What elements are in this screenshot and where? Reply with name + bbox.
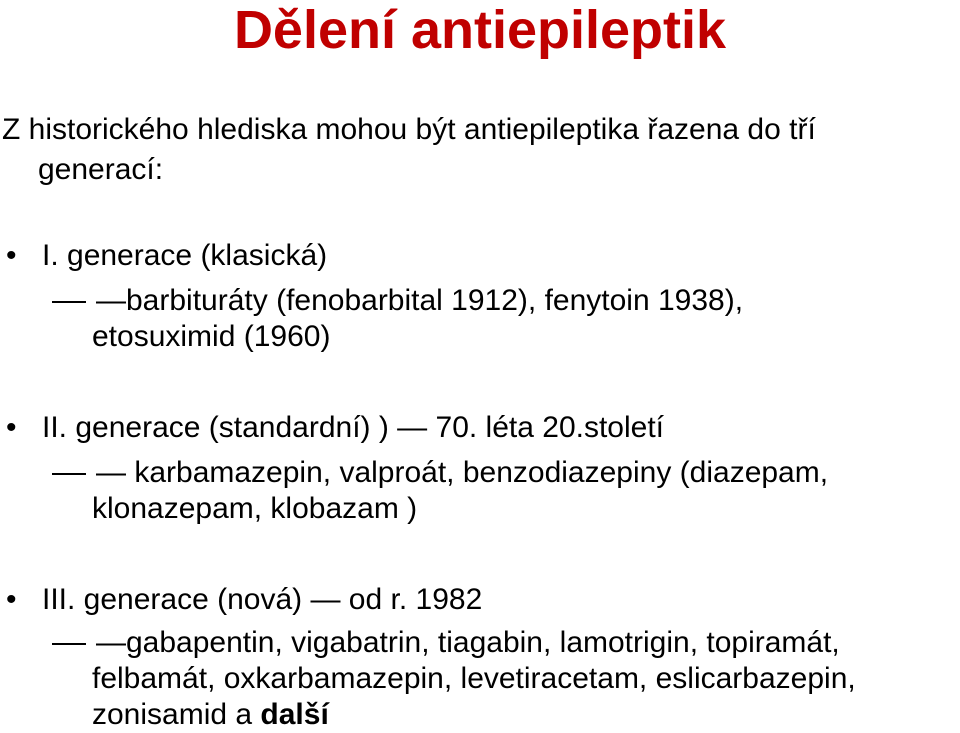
generation-3-drugs-line-3-text: zonisamid a [92, 698, 261, 731]
bullet-icon: • [6, 411, 17, 444]
intro-paragraph [2, 110, 952, 190]
generation-1-drugs-line-1: —barbituráty (fenobarbital 1912), fenytoin 1938), [96, 284, 744, 317]
intro-line-2: generací: [38, 153, 164, 186]
emphasis-dalsi: další [260, 698, 329, 731]
generation-1-heading: I. generace (klasická) [42, 239, 328, 272]
generation-2-drugs-line-2: klonazepam, klobazam ) [92, 492, 418, 525]
generation-2-drugs-line-1: — karbamazepin, valproát, benzodiazepiny (diazepam, [96, 456, 829, 489]
dash-icon [52, 643, 86, 645]
bullet-icon: • [6, 239, 17, 272]
generation-3-drugs-line-2: felbamát, oxkarbamazepin, levetiracetam, eslicarbazepin, [92, 662, 856, 695]
intro-line-1: Z historického hlediska mohou být antiepileptika řazena do tří [2, 113, 816, 146]
generation-1-drugs-line-2: etosuximid (1960) [92, 320, 331, 353]
generation-3-drugs-line-1: —gabapentin, vigabatrin, tiagabin, lamotrigin, topiramát, [96, 626, 840, 659]
page-title: Dělení antiepileptik [233, 0, 727, 60]
generation-3-drugs-text [92, 625, 960, 733]
generation-1-drugs-text [92, 283, 960, 355]
generation-3-heading: III. generace (nová) — od r. 1982 [42, 583, 483, 616]
dash-icon [52, 473, 86, 475]
generation-3-drugs-line-3 [92, 697, 960, 733]
bullet-icon: • [6, 583, 17, 616]
dash-icon [52, 301, 86, 303]
generation-2-drugs-text [92, 455, 960, 527]
generation-2-heading: II. generace (standardní) ) — 70. léta 20.století [42, 411, 665, 444]
